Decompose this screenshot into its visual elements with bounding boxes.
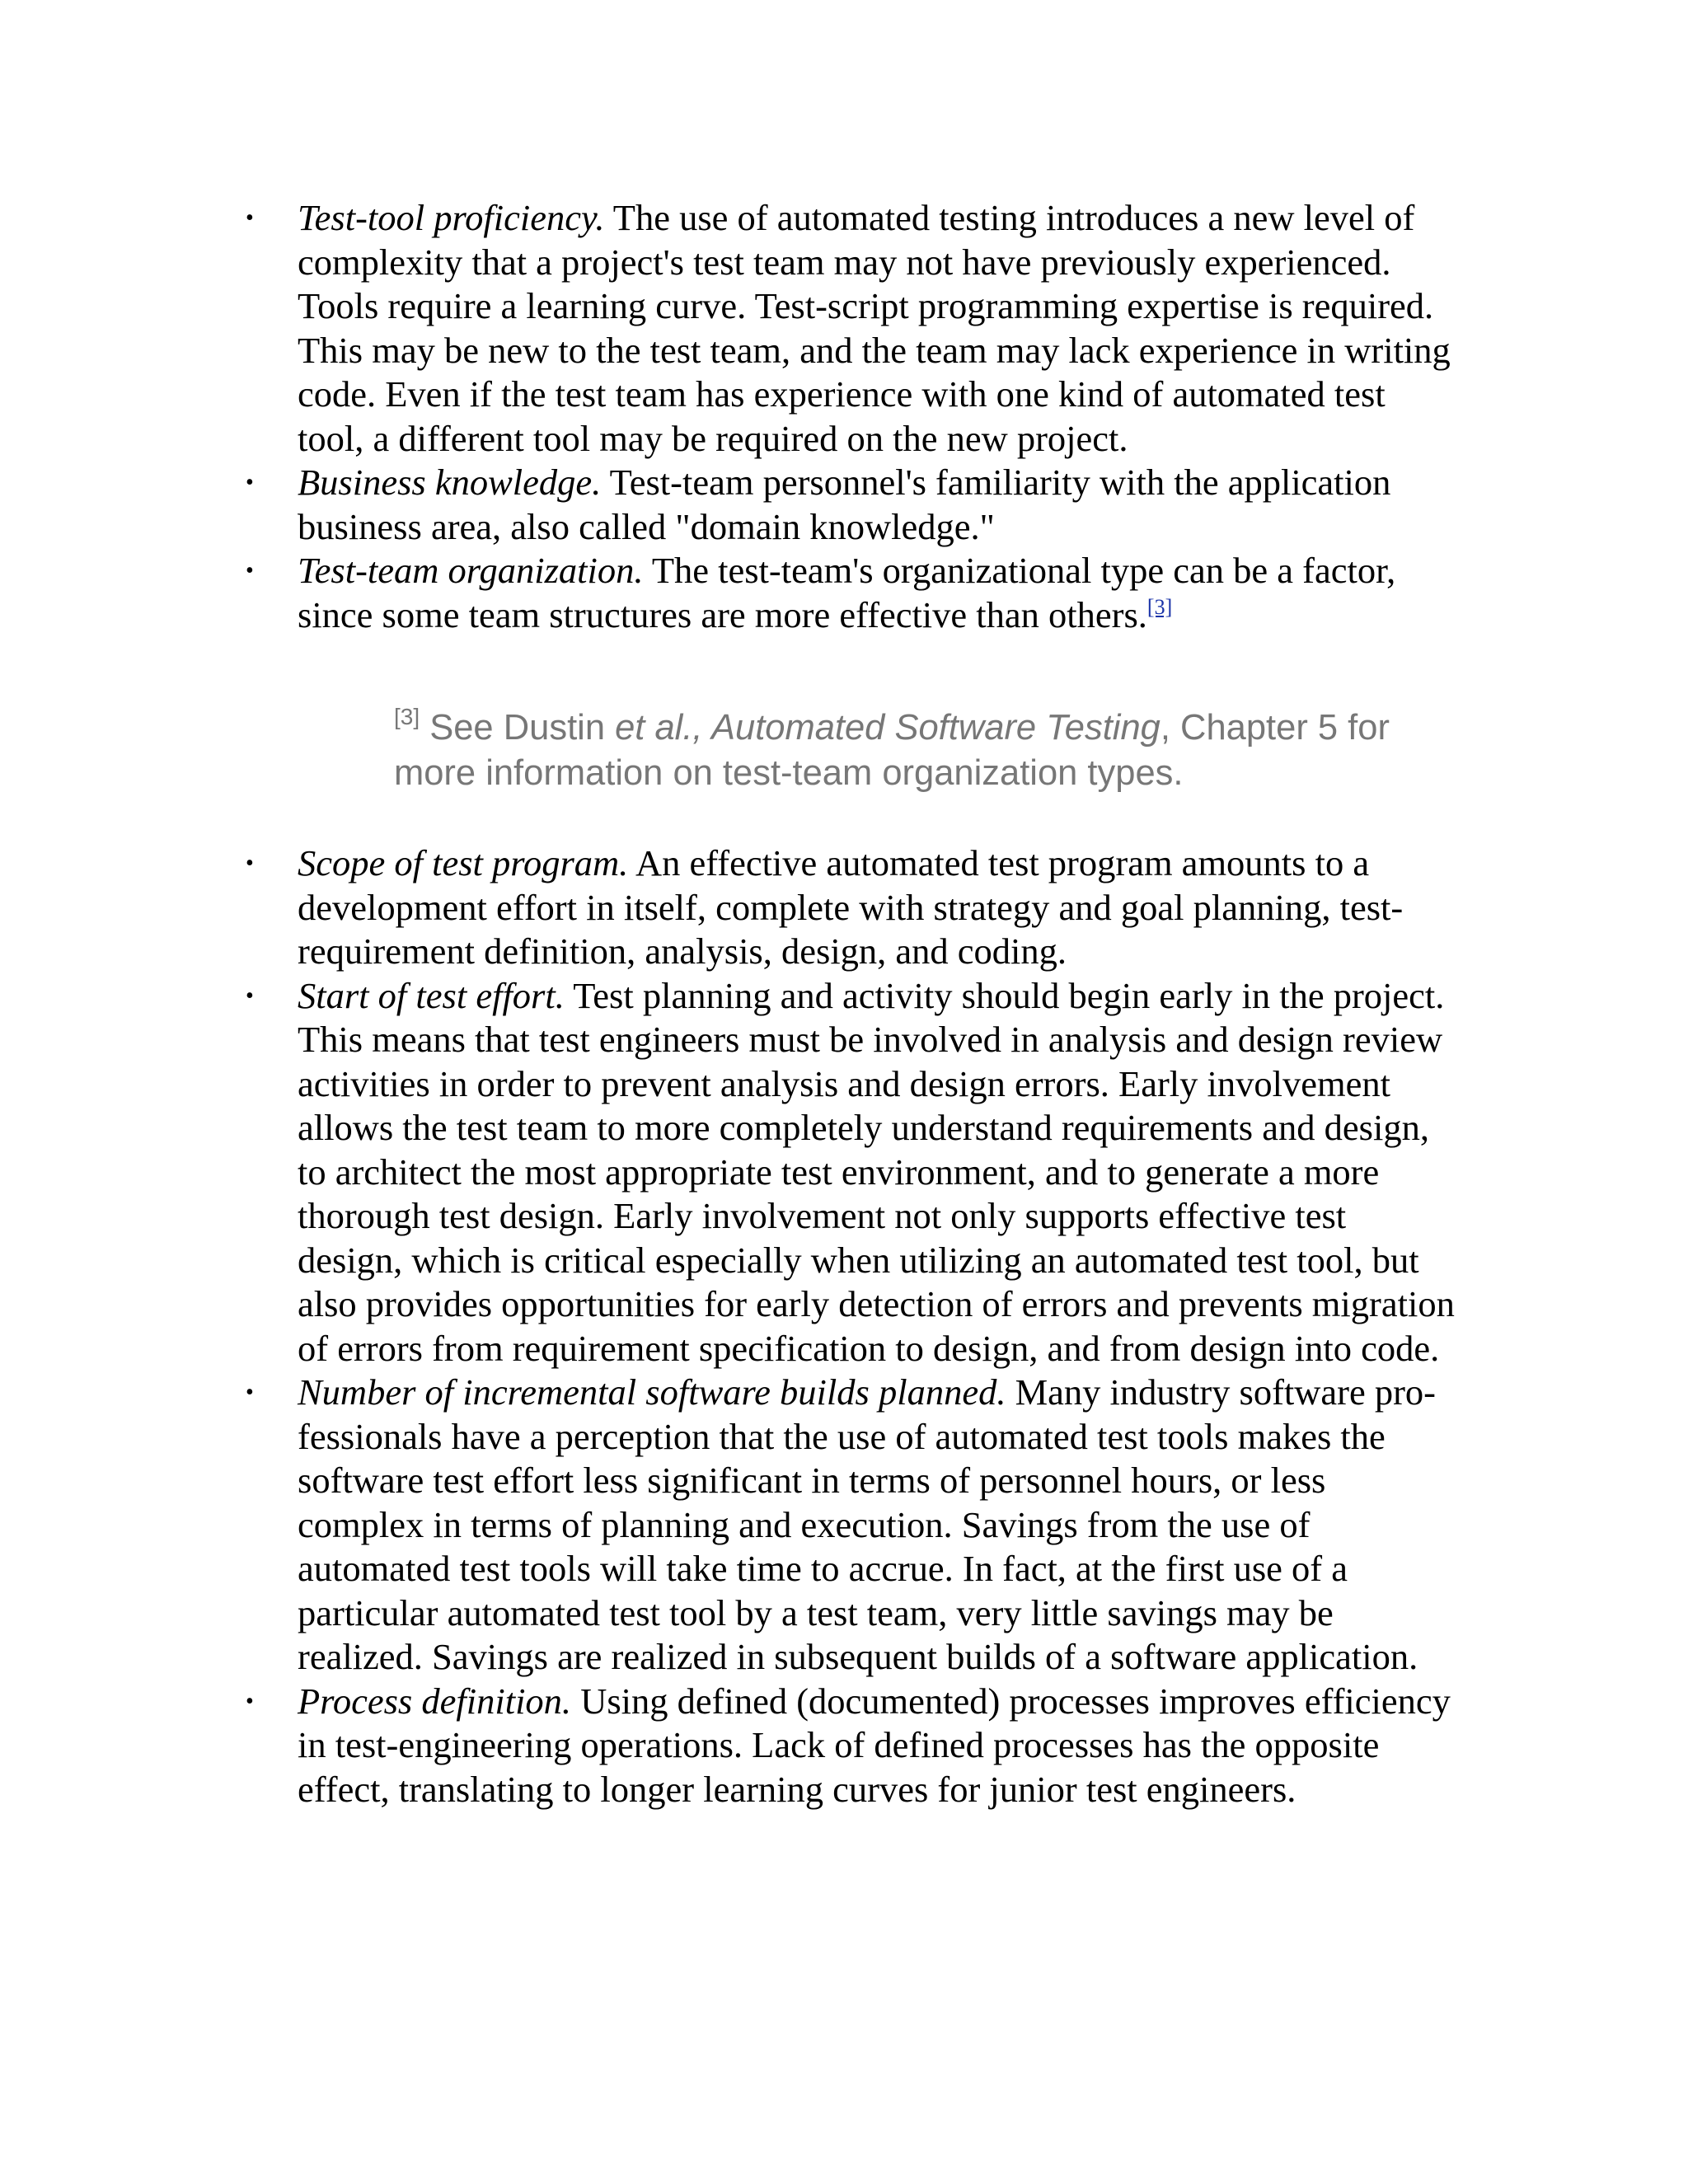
footnote-book-title: Automated Software Testing	[710, 708, 1160, 748]
item-text: The use of automated testing introduces a new level of complexity that a project's test team may not have previously experienced. Tools require a learning curve. Test-script programming expertise is required. This may be new to the test team, and the team may lack experience in writing code. Even if the test team has experience with one kind of automated test tool, a different tool may be required on the new project.	[298, 197, 1451, 459]
item-term: Number of incremental software builds planned.	[298, 1371, 1006, 1413]
footnote	[394, 705, 1416, 796]
item-term: Business knowledge.	[298, 462, 602, 503]
item-text: Many industry software pro-fessionals have a perception that the use of automated test tools makes the software test effort less significant in terms of personnel hours, or less complex in terms of planning and execution. Savings from the use of automated test tools will take time to accrue. In fact, at the first use of a particular automated test tool by a test team, very little savings may be realized. Savings are realized in subsequent builds of a software application.	[298, 1371, 1436, 1677]
footnote-reference-link[interactable]: [3]	[1146, 594, 1173, 619]
list-item-test-team-organization	[0, 549, 1460, 637]
list-item-incremental-builds	[0, 1371, 1460, 1680]
factor-list-top	[0, 196, 1688, 637]
item-term: Process definition.	[298, 1680, 572, 1722]
list-item-start-of-test-effort	[0, 974, 1460, 1371]
item-text: Test-team personnel's familiarity with the application business area, also called "domain knowledge."	[298, 462, 1391, 547]
bullet-icon: •	[246, 982, 254, 1009]
footnote-separator: ,	[692, 708, 711, 748]
footnote-text-after: , Chapter 5 for more information on test-team organization types.	[394, 708, 1390, 793]
list-item-test-tool-proficiency	[0, 196, 1460, 461]
item-term: Scope of test program.	[298, 842, 629, 883]
bullet-icon: •	[246, 851, 254, 876]
footnote-et-al: et al.	[615, 708, 693, 748]
item-term: Test-tool proficiency.	[298, 197, 605, 238]
item-text: Using defined (documented) processes improves efficiency in test-engineering operations. Lack of defined processes has the opposite effect, translating to longer learning curves for junior test engineers.	[298, 1680, 1451, 1810]
footnote-text-before: See Dustin	[420, 708, 616, 748]
bullet-icon: •	[246, 205, 254, 231]
item-term: Test-team organization.	[298, 550, 644, 591]
factor-list-bottom	[0, 841, 1688, 1811]
list-item-business-knowledge	[0, 461, 1460, 549]
item-text: The test-team's organizational type can be a factor, since some team structures are more effective than others.	[298, 550, 1396, 635]
item-term: Start of test effort.	[298, 974, 565, 1016]
list-item-process-definition	[0, 1680, 1460, 1812]
bullet-icon: •	[246, 1688, 254, 1714]
item-text: Test planning and activity should begin early in the project. This means that test engineers must be involved in analysis and design review activities in order to prevent analysis and design errors. Early involvement allows the test team to more completely understand requirements and design, to architect the most appropriate test environment, and to generate a more thorough test design. Early involvement not only supports effective test design, which is critical especially when utilizing an automated test tool, but also provides opportunities for early detection of errors and prevents migration of errors from requirement specification to design, and from design into code.	[298, 974, 1455, 1369]
bullet-icon: •	[246, 470, 254, 495]
item-text: An effective automated test program amounts to a development effort in itself, complete with strategy and goal planning, test-requirement definition, analysis, design, and coding.	[298, 842, 1404, 972]
footnote-marker: [3]	[394, 704, 420, 729]
bullet-icon: •	[246, 1380, 254, 1405]
bullet-icon: •	[246, 558, 254, 583]
list-item-scope-of-test-program	[0, 841, 1460, 974]
